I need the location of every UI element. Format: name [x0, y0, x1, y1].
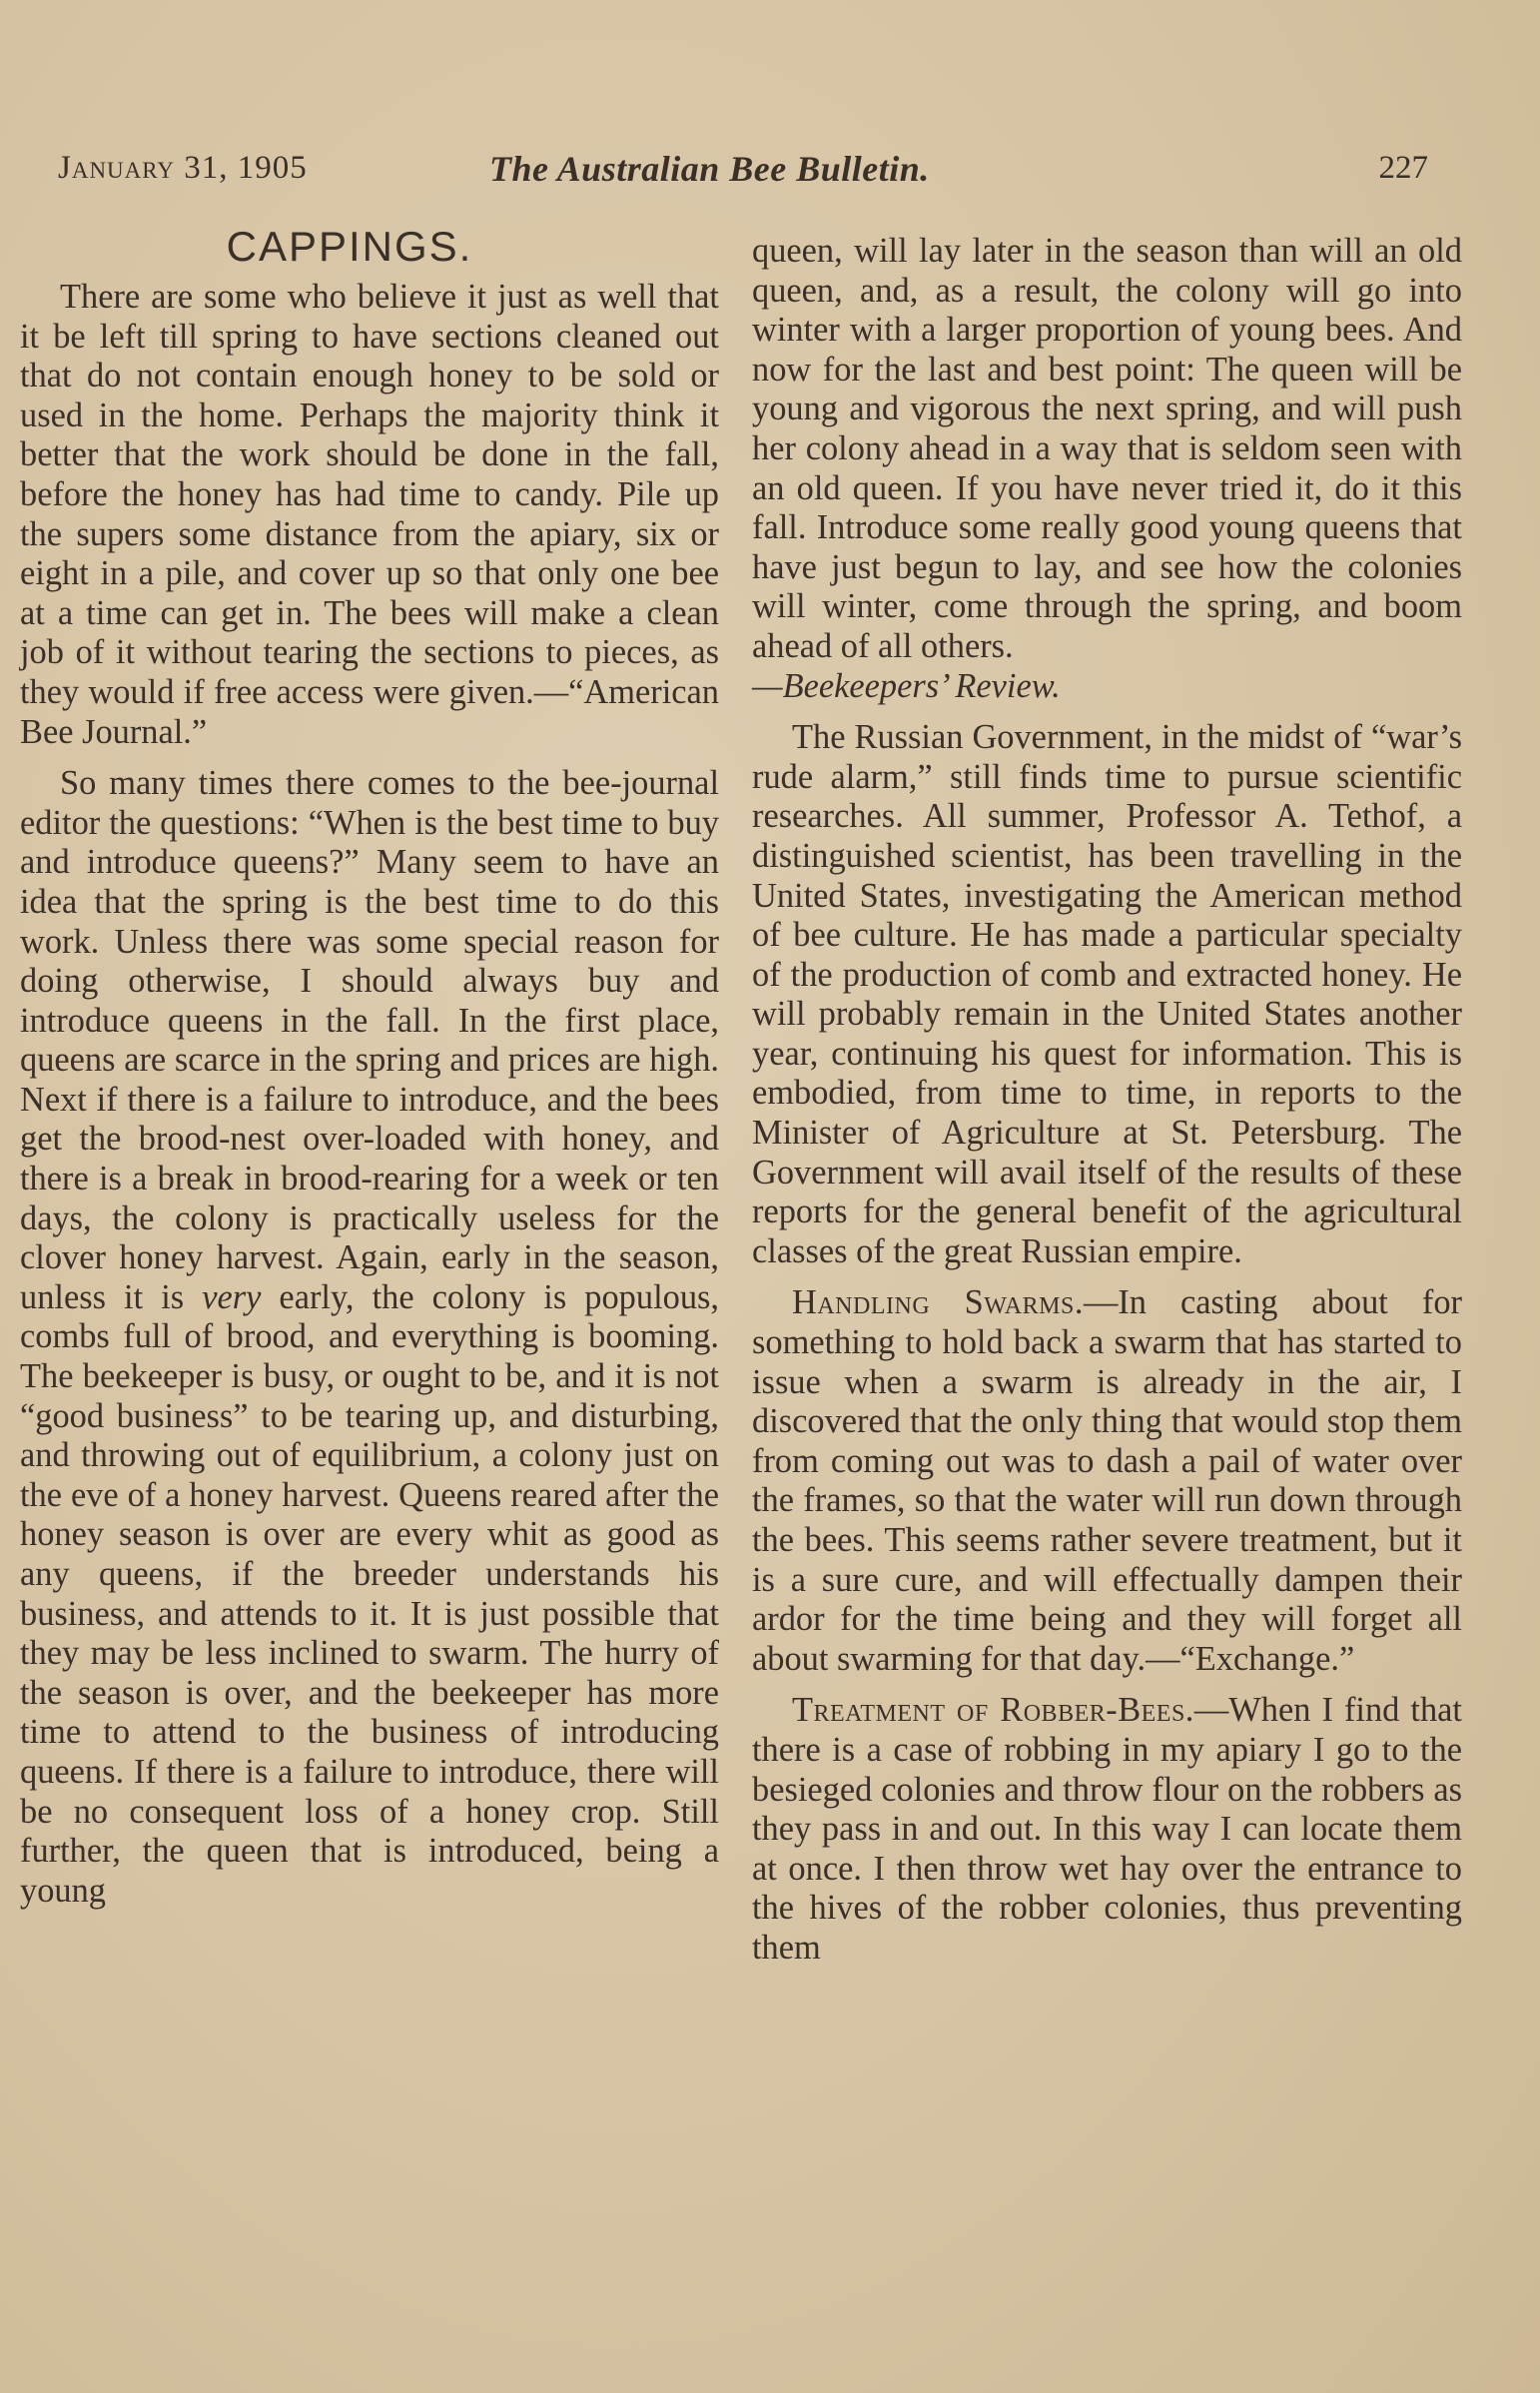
- paragraph: Treatment of Robber-Bees.—When I find that there is a case of robbing in my apiary I go to the besieged colonies and throw flour on the robbers as they pass in and out. In this way I can locate them at once. I then throw wet hay over the entrance to the hives of the robber colonies, thus preventing them: [752, 1691, 1462, 1967]
- page-number: 227: [1378, 150, 1428, 186]
- paragraph: Handling Swarms.—In casting about for something to hold back a swarm that has started to issue when a swarm is already in the air, I discovered that the only thing that would stop them from coming out was to dash a pail of water over the frames, so that the water will run down through the bees. This seems rather severe treatment, but it is a sure cure, and will effectually dampen their ardor for the time being and they will forget all about swarming for that day.—“Exchange.”: [752, 1283, 1462, 1678]
- running-header: [58, 150, 1428, 194]
- paragraph: So many times there comes to the bee-journal editor the questions: “When is the best time to buy and introduce queens?” Many seem to have an idea that the spring is the best time to do this work. Unless there was some special reason for doing otherwise, I should always buy and introduce queens in the fall. In the first place, queens are scarce in the spring and prices are high. Next if there is a failure to introduce, and the bees get the brood-nest over-loaded with honey, and there is a break in brood-rearing for a week or ten days, the colony is practically useless for the clover honey harvest. Again, early in the season, unless it is very early, the colony is populous, combs full of brood, and everything is booming. The beekeeper is busy, or ought to be, and it is not “good business” to be tearing up, and disturbing, and throwing out of equilibrium, a colony just on the eve of a honey harvest. Queens reared after the honey season is over are every whit as good as any queens, if the breeder understands his business, and attends to it. It is just possible that they may be less inclined to swarm. The hurry of the season is over, and the beekeeper has more time to attend to the business of introducing queens. If there is a failure to introduce, there will be no consequent loss of a honey crop. Still further, the queen that is introduced, being a young: [20, 764, 719, 1910]
- paragraph-title: Handling Swarms.: [792, 1283, 1084, 1322]
- source-citation: —Beekeepers’ Review.: [752, 666, 1061, 705]
- header-title: The Australian Bee Bulletin.: [489, 149, 930, 189]
- left-column: [20, 222, 719, 1923]
- paragraph: The Russian Government, in the midst of “war’s rude alarm,” still finds time to pursue scientific researches. All summer, Professor A. Tethof, a distinguished scientist, has been travelling in the United States, investigating the American method of bee culture. He has made a particular specialty of the production of comb and extracted honey. He will probably remain in the United States another year, continuing his quest for information. This is embodied, from time to time, in reports to the Minister of Agriculture at St. Petersburg. The Government will avail itself of the results of these reports for the general benefit of the agricultural classes of the great Russian empire.: [752, 718, 1462, 1270]
- header-date: January 31, 1905: [58, 150, 308, 186]
- right-column: [752, 232, 1462, 1981]
- paragraph-title: Treatment of Robber-Bees.: [792, 1691, 1194, 1730]
- emphasis: very: [202, 1277, 262, 1316]
- section-heading: CAPPINGS.: [226, 223, 473, 270]
- paragraph: There are some who believe it just as well that it be left till spring to have sections cleaned out that do not contain enough honey to be sold or used in the home. Perhaps the majority think it better that the work should be done in the fall, before the honey has had time to candy. Pile up the supers some distance from the apiary, six or eight in a pile, and cover up so that only one bee at a time can get in. The bees will make a clean job of it without tearing the sections to pieces, as they would if free access were given.—“American Bee Journal.”: [20, 278, 719, 751]
- paragraph: queen, will lay later in the season than will an old queen, and, as a result, the colony will go into winter with a larger proportion of young bees. And now for the last and best point: The queen will be young and vigorous the next spring, and will push her colony ahead in a way that is seldom seen with an old queen. If you have never tried it, do it this fall. Introduce some really good young queens that have just begun to lay, and see how the colonies will winter, come through the spring, and boom ahead of all others.: [752, 232, 1462, 665]
